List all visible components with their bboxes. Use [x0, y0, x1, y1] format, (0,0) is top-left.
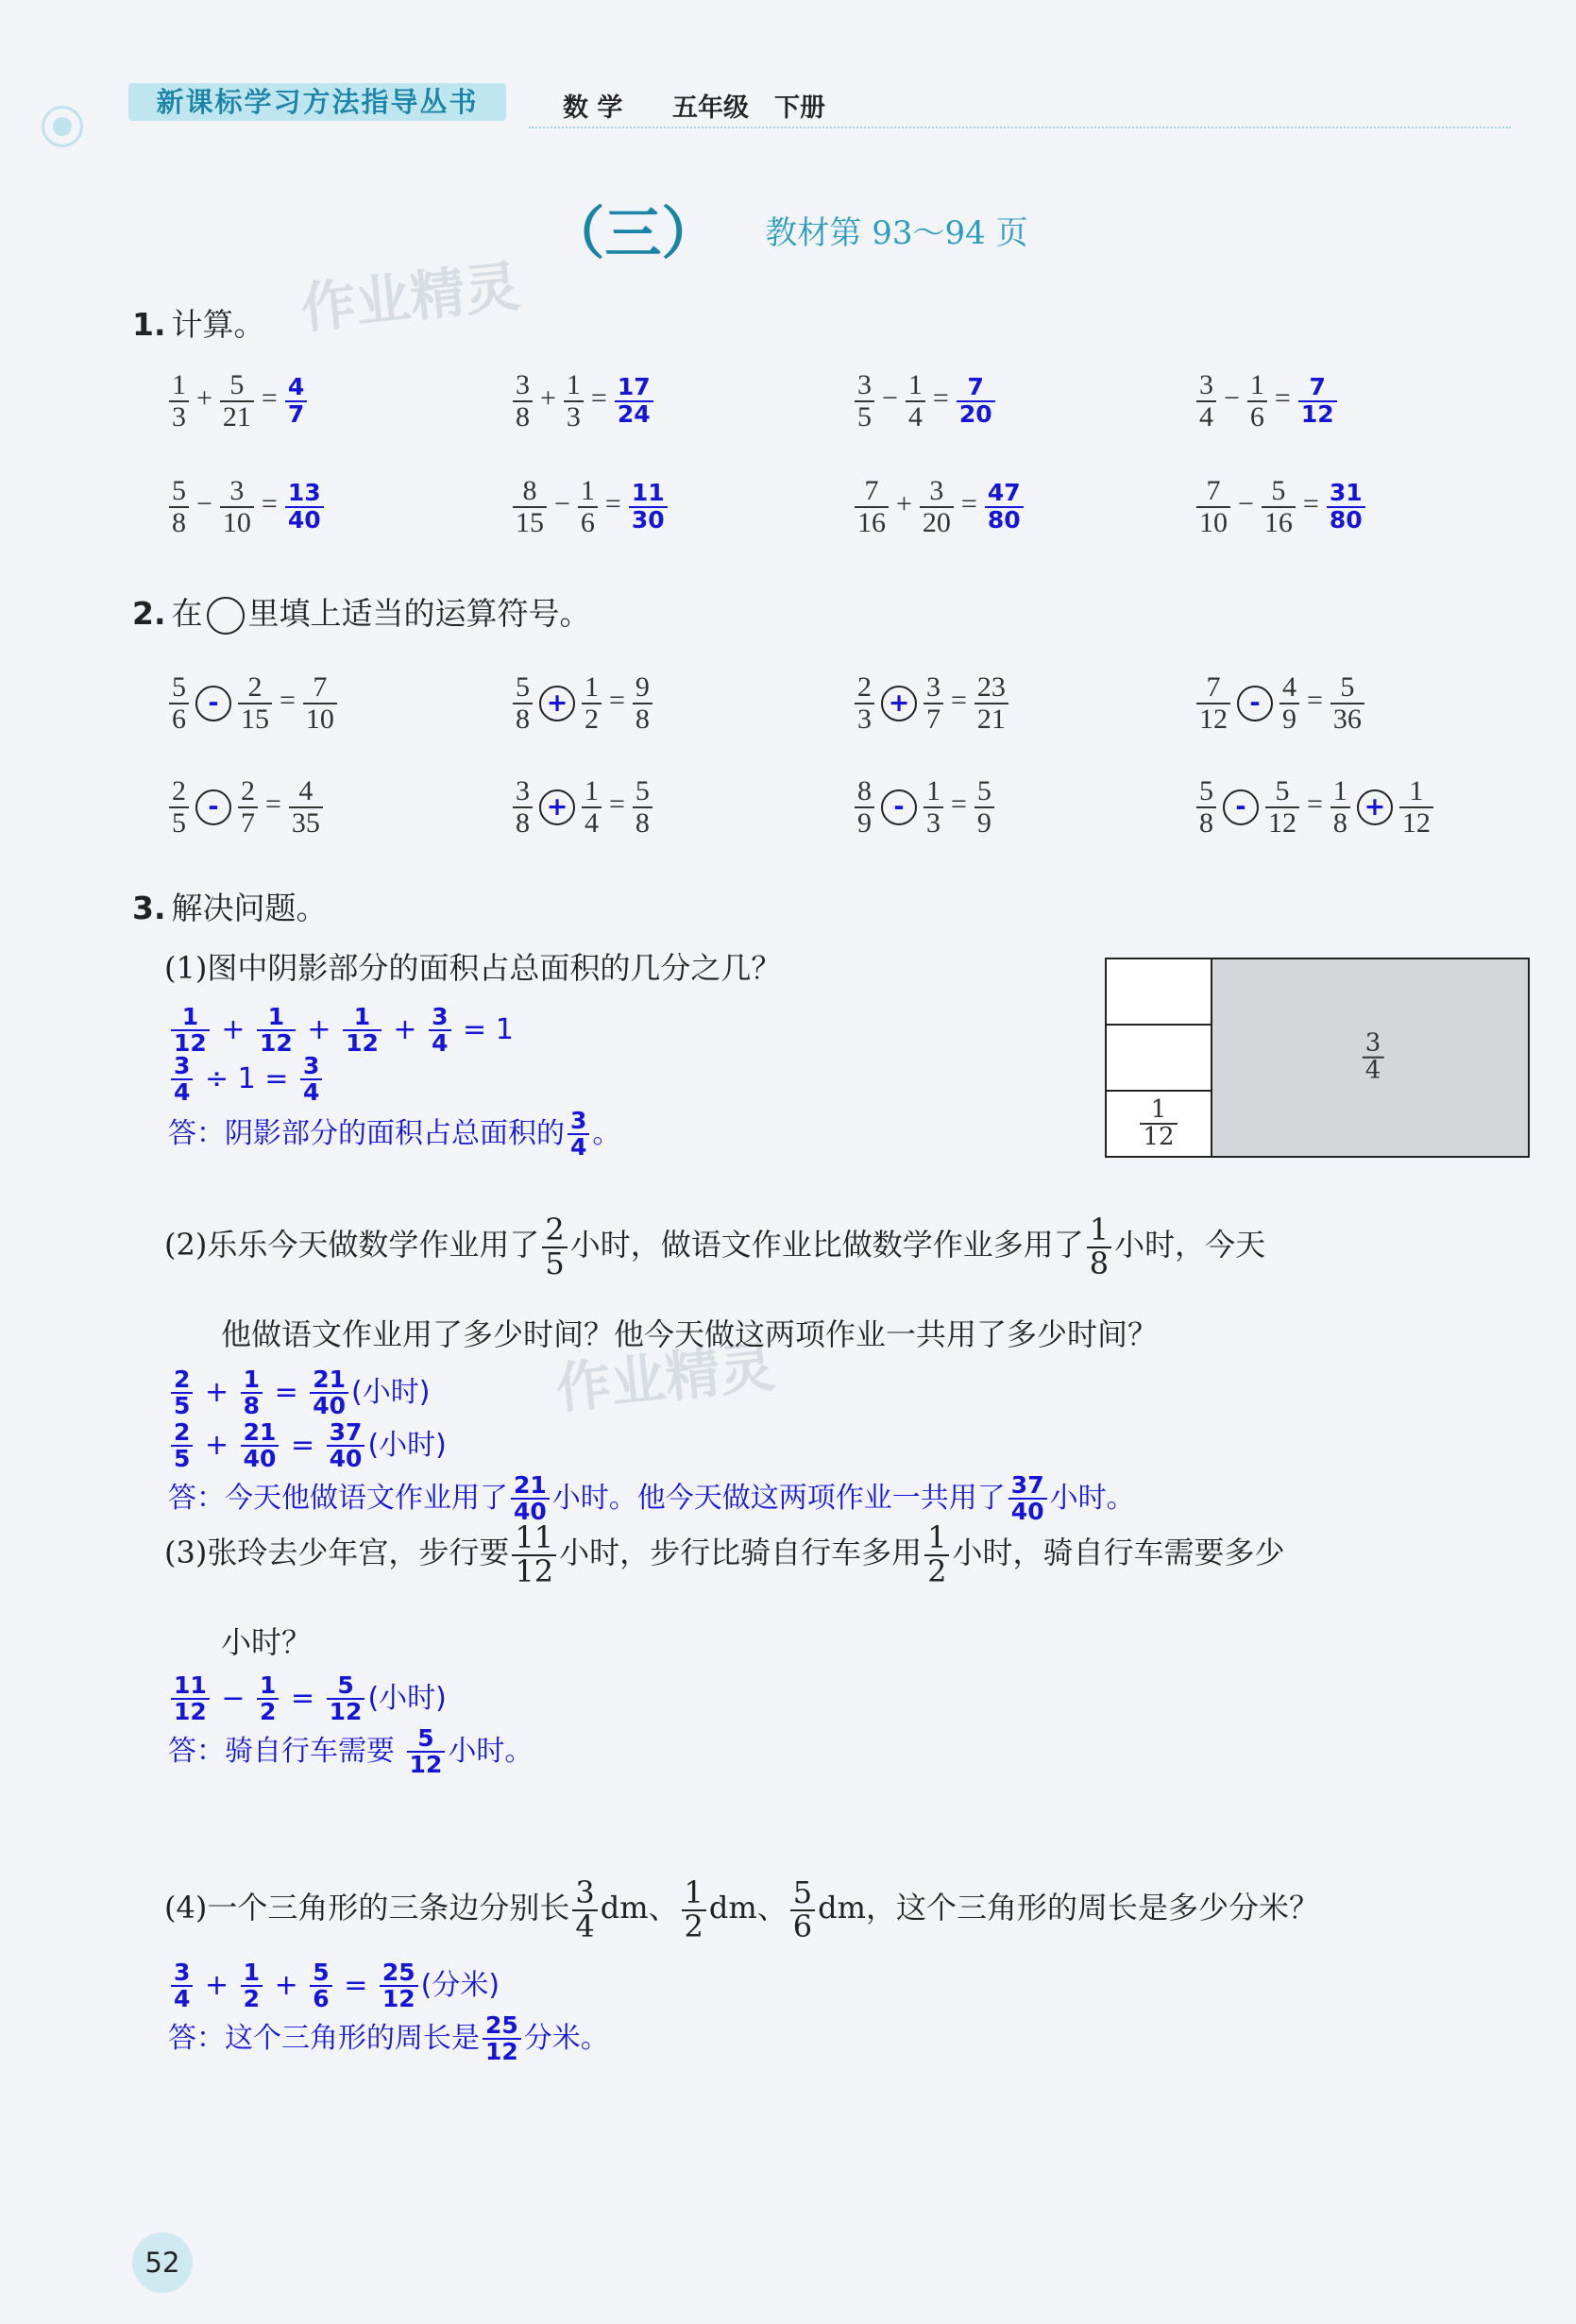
fraction: $\frac{37}{40}$	[327, 1420, 365, 1472]
fraction: $\frac{5}{12}$	[1265, 776, 1299, 838]
problem-1-answer: 答：阴影部分的面积占总面积的 $\frac{3}{4}$ 。	[168, 1107, 621, 1162]
section-3-heading	[132, 884, 328, 928]
fraction: $\frac{1}{12}$	[257, 1005, 296, 1057]
section-number: 2.	[132, 595, 166, 632]
calc-item: $\frac{1}{3}$ + $\frac{5}{21}$ = $\frac{4}{7}$	[166, 370, 310, 432]
fraction: $\frac{3}{4}$	[429, 1005, 450, 1057]
problem-2-work-line-2: $\frac{2}{5}$ + $\frac{21}{40}$ = $\frac{37}{40}$ (小时)	[168, 1420, 447, 1472]
symbol-item: $\frac{5}{6}$ - $\frac{2}{15}$ = $\frac{7}{10}$	[166, 672, 340, 734]
fraction: $\frac{1}{6}$	[578, 476, 598, 537]
symbol-item: $\frac{3}{8}$ + $\frac{1}{4}$ = $\frac{5}{8}$	[510, 776, 655, 838]
fraction: $\frac{1}{8}$	[241, 1367, 263, 1419]
fraction: $\frac{8}{9}$	[855, 776, 874, 838]
fraction: $\frac{1}{3}$	[924, 776, 943, 838]
problem-3-question-line-2: 小时？	[221, 1624, 313, 1660]
fraction: $\frac{21}{40}$	[310, 1367, 348, 1419]
fraction: $\frac{1}{2}$	[257, 1673, 279, 1725]
fraction: $\frac{21}{40}$	[511, 1473, 550, 1525]
fraction: $\frac{7}{12}$	[1196, 672, 1230, 734]
symbol-item: $\frac{5}{8}$ + $\frac{1}{2}$ = $\frac{9}{8}$	[510, 672, 655, 734]
problem-4-answer: 答：这个三角形的周长是 $\frac{25}{12}$ 分米。	[168, 2011, 609, 2066]
lesson-title	[0, 189, 1576, 270]
answer: $\frac{11}{30}$	[629, 481, 668, 533]
circle-icon	[207, 597, 245, 635]
fraction: $\frac{1}{2}$	[682, 1877, 706, 1942]
fraction: $\frac{1}{4}$	[906, 370, 925, 432]
fraction: $\frac{1}{12}$	[1399, 776, 1433, 838]
fraction: $\frac{1}{3}$	[564, 370, 584, 432]
operator-answer: +	[539, 686, 575, 721]
operator-answer: +	[881, 686, 917, 721]
fraction: $\frac{7}{16}$	[855, 476, 889, 537]
fraction: $\frac{5}{8}$	[633, 776, 652, 838]
watermark: 作业精灵	[297, 254, 523, 341]
fraction: $\frac{5}{6}$	[790, 1877, 815, 1942]
fraction: $\frac{3}{8}$	[513, 370, 533, 432]
diagram-shaded-region	[1212, 959, 1528, 1156]
fraction: $\frac{5}{12}$	[407, 1726, 446, 1778]
fraction: $\frac{8}{15}$	[513, 476, 547, 537]
fraction: $\frac{4}{35}$	[289, 776, 323, 838]
calc-item: $\frac{8}{15}$ − $\frac{1}{6}$ = $\frac{11}{30}$	[510, 476, 670, 537]
fraction: $\frac{3}{8}$	[513, 776, 533, 838]
watermark: 作业精灵	[552, 1334, 778, 1421]
fraction: $\frac{5}{36}$	[1330, 672, 1364, 734]
symbol-item: $\frac{8}{9}$ - $\frac{1}{3}$ = $\frac{5}{9}$	[852, 776, 997, 838]
fraction: $\frac{1}{6}$	[1247, 370, 1267, 432]
problem-1-work-line-2: $\frac{3}{4}$ ÷ 1 = $\frac{3}{4}$	[168, 1054, 325, 1106]
fraction: $\frac{5}{6}$	[169, 672, 189, 734]
answer: $\frac{17}{24}$	[615, 375, 653, 427]
fraction: $\frac{1}{12}$	[343, 1005, 381, 1057]
fraction: $\frac{23}{21}$	[974, 672, 1008, 734]
fraction: $\frac{2}{7}$	[238, 776, 258, 838]
diagram-cell	[1107, 959, 1211, 1026]
fraction: $\frac{4}{9}$	[1279, 672, 1299, 734]
shaded-label: 3 4	[1363, 1031, 1384, 1085]
fraction: $\frac{5}{12}$	[327, 1673, 365, 1725]
answer: $\frac{7}{20}$	[957, 375, 995, 427]
fraction: $\frac{1}{8}$	[1330, 776, 1350, 838]
diagram-cell-labeled	[1107, 1092, 1211, 1156]
fraction: $\frac{5}{8}$	[513, 672, 533, 734]
answer: $\frac{13}{40}$	[285, 481, 324, 533]
subject-label: 数 学	[563, 93, 623, 123]
problem-2-answer: 答：今天他做语文作业用了 $\frac{21}{40}$ 小时。他今天做这两项作业一共用了 $\frac{37}{40}$ 小时。	[168, 1471, 1135, 1526]
header-circle-icon	[42, 106, 83, 147]
operator-answer: -	[881, 789, 917, 825]
calc-item: $\frac{3}{4}$ − $\frac{1}{6}$ = $\frac{7}{12}$	[1194, 370, 1340, 432]
problem-2-question-line-1: (2)乐乐今天做数学作业用了 $\frac{2}{5}$ 小时，做语文作业比做数学作业多用了 $\frac{1}{8}$ 小时，今天	[164, 1212, 1266, 1281]
fraction: $\frac{1}{3}$	[169, 370, 189, 432]
problem-2-work-line-1: $\frac{2}{5}$ + $\frac{1}{8}$ = $\frac{21}{40}$ (小时)	[168, 1367, 430, 1419]
section-label: 计算。	[171, 306, 265, 343]
section-2-heading: 2. 在 里填上适当的运算符号。	[132, 589, 591, 635]
fraction: $\frac{3}{4}$	[572, 1877, 597, 1942]
problem-3-answer: 答：骑自行车需要 $\frac{5}{12}$ 小时。	[168, 1724, 534, 1779]
fraction: $\frac{2}{3}$	[855, 672, 874, 734]
fraction: $\frac{5}{8}$	[1196, 776, 1216, 838]
fraction: $\frac{3}{20}$	[920, 476, 954, 537]
fraction: $\frac{2}{5}$	[171, 1420, 193, 1472]
answer: $\frac{7}{12}$	[1298, 375, 1337, 427]
fraction: $\frac{11}{12}$	[171, 1673, 210, 1725]
calc-item: $\frac{3}{5}$ − $\frac{1}{4}$ = $\frac{7}{20}$	[852, 370, 998, 432]
calc-item: $\frac{7}{16}$ + $\frac{3}{20}$ = $\frac{47}{80}$	[852, 476, 1026, 537]
fraction: $\frac{3}{4}$	[171, 1054, 193, 1106]
fraction: $\frac{2}{5}$	[171, 1367, 193, 1419]
header-divider	[529, 127, 1511, 128]
grade-label: 五年级	[672, 93, 749, 123]
fraction: $\frac{1}{2}$	[582, 672, 602, 734]
operator-answer: -	[195, 686, 231, 721]
fraction: $\frac{37}{40}$	[1008, 1473, 1047, 1525]
fraction: $\frac{3}{4}$	[568, 1109, 589, 1161]
section-1-heading	[132, 300, 265, 345]
fraction: $\frac{2}{5}$	[542, 1214, 567, 1280]
fraction: $\frac{1}{4}$	[582, 776, 602, 838]
operator-answer: +	[539, 789, 575, 825]
fraction: $\frac{1}{12}$	[171, 1005, 210, 1057]
section-number: 1.	[132, 306, 166, 343]
answer: $\frac{47}{80}$	[985, 481, 1024, 533]
area-diagram	[1105, 958, 1530, 1158]
symbol-item: $\frac{7}{12}$ - $\frac{4}{9}$ = $\frac{5}{36}$	[1194, 672, 1367, 734]
fraction: $\frac{3}{4}$	[171, 1960, 193, 2012]
textbook-reference: 教材第 93～94 页	[765, 213, 1028, 252]
problem-3-question-line-1: (3)张玲去少年宫，步行要 $\frac{11}{12}$ 小时，步行比骑自行车多用 $\frac{1}{2}$ 小时，骑自行车需要多少	[164, 1519, 1285, 1589]
operator-answer: -	[195, 789, 231, 825]
fraction: $\frac{5}{16}$	[1262, 476, 1296, 537]
fraction: $\frac{25}{12}$	[380, 1960, 418, 2012]
operator-answer: -	[1223, 789, 1259, 825]
diagram-cell	[1107, 1026, 1211, 1092]
fraction: $\frac{1}{8}$	[1087, 1214, 1111, 1280]
problem-2-question-line-2: 他做语文作业用了多少时间？他今天做这两项作业一共用了多少时间？	[221, 1316, 1159, 1352]
fraction: $\frac{5}{6}$	[310, 1960, 331, 2012]
fraction: $\frac{5}{9}$	[974, 776, 994, 838]
problem-1-question: (1)图中阴影部分的面积占总面积的几分之几？	[164, 950, 782, 986]
calc-item: $\frac{3}{8}$ + $\frac{1}{3}$ = $\frac{17}{24}$	[510, 370, 656, 432]
diagram-left-column	[1107, 959, 1212, 1156]
lesson-number: （三）	[548, 201, 719, 267]
answer: $\frac{31}{80}$	[1327, 481, 1365, 533]
calc-item: $\frac{5}{8}$ − $\frac{3}{10}$ = $\frac{13}{40}$	[166, 476, 327, 537]
answer: $\frac{4}{7}$	[285, 375, 307, 427]
calc-item: $\frac{7}{10}$ − $\frac{5}{16}$ = $\frac{31}{80}$	[1194, 476, 1368, 537]
operator-answer: -	[1237, 686, 1273, 721]
fraction: $\frac{25}{12}$	[483, 2013, 521, 2065]
fraction: $\frac{1}{2}$	[924, 1522, 949, 1587]
problem-3-work: $\frac{11}{12}$ − $\frac{1}{2}$ = $\frac{5}{12}$ (小时)	[168, 1673, 447, 1725]
section-label: 解决问题。	[171, 890, 328, 926]
page-number: 52	[132, 2232, 193, 2293]
symbol-item: $\frac{2}{3}$ + $\frac{3}{7}$ = $\frac{23}{21}$	[852, 672, 1011, 734]
fraction: $\frac{1}{2}$	[241, 1960, 263, 2012]
fraction: $\frac{7}{10}$	[1196, 476, 1230, 537]
symbol-item: $\frac{5}{8}$ - $\frac{5}{12}$ = $\frac{1}{8}$ + $\frac{1}{12}$	[1194, 776, 1436, 838]
symbol-item: $\frac{2}{5}$ - $\frac{2}{7}$ = $\frac{4}{35}$	[166, 776, 326, 838]
fraction: $\frac{11}{12}$	[512, 1522, 556, 1587]
fraction: $\frac{5}{21}$	[220, 370, 254, 432]
fraction: $\frac{2}{5}$	[169, 776, 189, 838]
operator-answer: +	[1357, 789, 1393, 825]
series-banner: 新课标学习方法指导丛书	[128, 83, 506, 121]
problem-4-question: (4)一个三角形的三条边分别长 $\frac{3}{4}$ dm、 $\frac{1}{2}$ dm、 $\frac{5}{6}$ dm，这个三角形的周长是多少分米？	[164, 1874, 1319, 1944]
fraction: $\frac{9}{8}$	[633, 672, 652, 734]
fraction: $\frac{7}{10}$	[303, 672, 337, 734]
fraction: $\frac{3}{4}$	[1196, 370, 1216, 432]
volume-label: 下册	[774, 93, 825, 123]
fraction: $\frac{1}{12}$	[1140, 1097, 1177, 1151]
problem-1-work-line-1: $\frac{1}{12}$ + $\frac{1}{12}$ + $\frac{1}{12}$ + $\frac{3}{4}$ = 1	[168, 1005, 514, 1057]
fraction: $\frac{21}{40}$	[241, 1420, 280, 1472]
fraction: $\frac{5}{8}$	[169, 476, 189, 537]
section-number: 3.	[132, 890, 166, 926]
fraction: $\frac{3}{7}$	[924, 672, 943, 734]
fraction: $\frac{2}{15}$	[238, 672, 272, 734]
fraction: $\frac{3}{5}$	[855, 370, 874, 432]
fraction: $\frac{3}{4}$	[300, 1054, 322, 1106]
fraction: $\frac{3}{10}$	[220, 476, 254, 537]
problem-4-work: $\frac{3}{4}$ + $\frac{1}{2}$ + $\frac{5}{6}$ = $\frac{25}{12}$ (分米)	[168, 1960, 500, 2012]
